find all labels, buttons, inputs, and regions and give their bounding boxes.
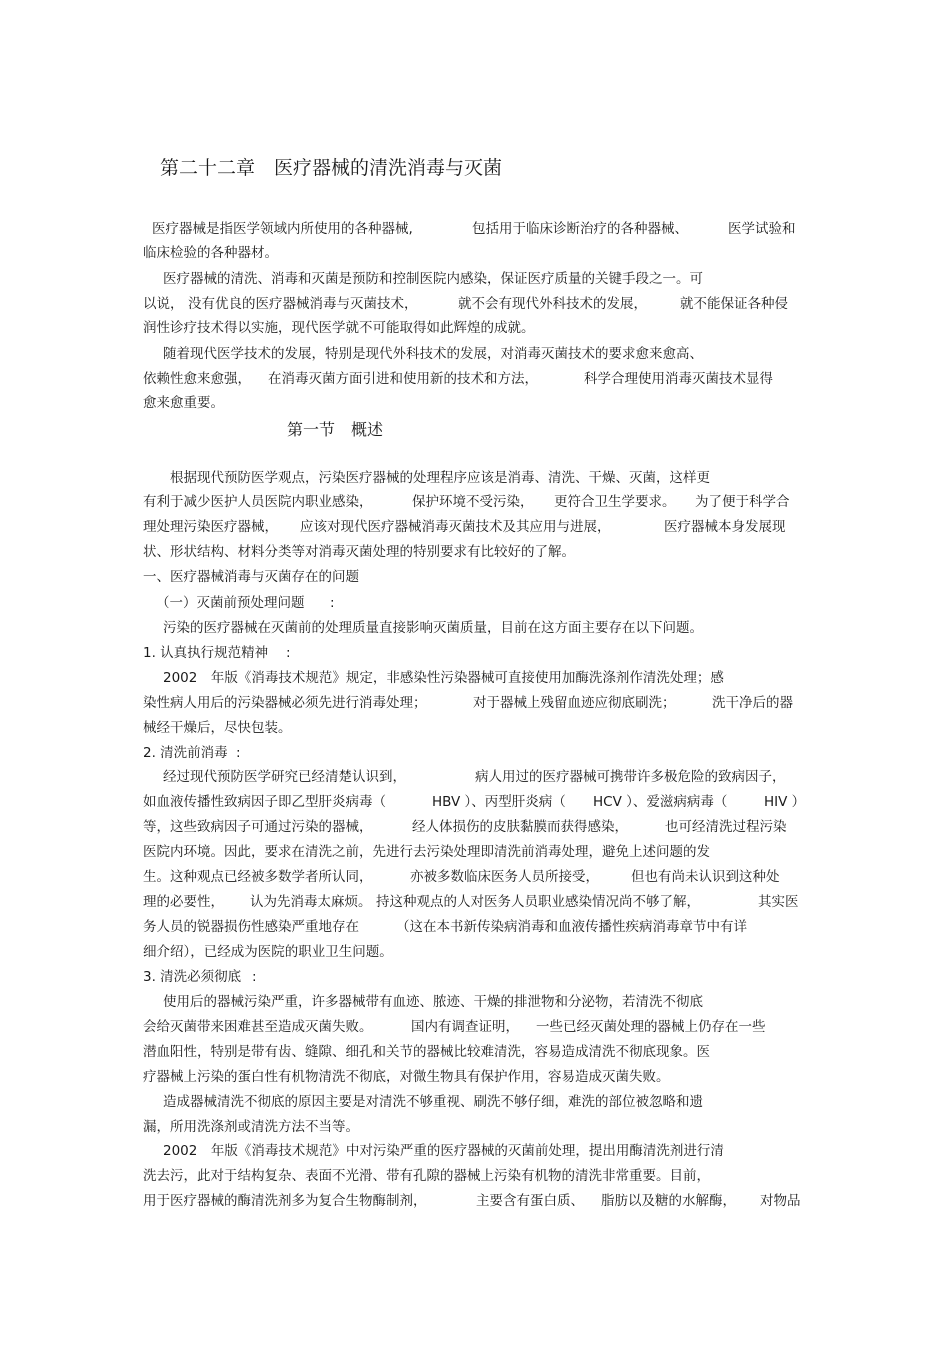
text-line: 经过现代预防医学研究已经清楚认识到， 病人用过的医疗器械可携带许多极危险的致病因子， (163, 769, 786, 785)
text-line: 械经干燥后，尽快包装。 (143, 720, 292, 736)
text-line: 医院内环境。因此，要求在清洗之前，先进行去污染处理即清洗前消毒处理，避免上述问题的发 (143, 844, 710, 860)
text-line: 愈来愈重要。 (143, 395, 224, 411)
heading-level-3: 2. 清洗前消毒 : (143, 745, 241, 761)
text-line: 用于医疗器械的酶清洗剂多为复合生物酶制剂， 主要含有蛋白质、 脂肪以及糖的水解酶， 对物品 (143, 1193, 801, 1209)
text-line: 临床检验的各种器材。 (143, 245, 278, 261)
text-line: 如血液传播性致病因子即乙型肝炎病毒（ HBV ）、丙型肝炎病（ HCV ）、爱滋病病毒（ HIV ） (143, 794, 806, 810)
text-line: 污染的医疗器械在灭菌前的处理质量直接影响灭菌质量，目前在这方面主要存在以下问题。 (163, 620, 703, 636)
heading-level-3: 1. 认真执行规范精神 : (143, 645, 291, 661)
section-title: 第一节 概述 (287, 420, 384, 439)
text-line: 润性诊疗技术得以实施，现代医学就不可能取得如此辉煌的成就。 (143, 320, 535, 336)
text-line: 状、形状结构、材料分类等对消毒灭菌处理的特别要求有比较好的了解。 (143, 544, 575, 560)
text-line: 染性病人用后的污染器械必须先进行消毒处理； 对于器械上残留血迹应彻底刷洗； 洗干净后的器 (143, 695, 793, 711)
text-line: 理处理污染医疗器械， 应该对现代医疗器械消毒灭菌技术及其应用与进展， 医疗器械本身发展现 (143, 519, 786, 535)
text-line: 2002 年版《消毒技术规范》中对污染严重的医疗器械的灭菌前处理，提出用酶清洗剂进行清 (163, 1143, 724, 1159)
heading-level-2: （一）灭菌前预处理问题 : (156, 595, 335, 611)
text-line: 随着现代医学技术的发展，特别是现代外科技术的发展，对消毒灭菌技术的要求愈来愈高、 (163, 346, 703, 362)
text-line: 潜血阳性，特别是带有齿、缝隙、细孔和关节的器械比较难清洗，容易造成清洗不彻底现象。医 (143, 1044, 710, 1060)
text-line: 根据现代预防医学观点，污染医疗器械的处理程序应该是消毒、清洗、干燥、灭菌，这样更 (170, 470, 710, 486)
text-line: 生。这种观点已经被多数学者所认同， 亦被多数临床医务人员所接受， 但也有尚未认识到这种处 (143, 869, 780, 885)
text-line: 2002 年版《消毒技术规范》规定，非感染性污染器械可直接使用加酶洗涤剂作清洗处理；感 (163, 670, 724, 686)
text-line: 有利于减少医护人员医院内职业感染， 保护环境不受污染， 更符合卫生学要求。 为了便于科学合 (143, 494, 790, 510)
text-line: 造成器械清洗不彻底的原因主要是对清洗不够重视、刷洗不够仔细，难洗的部位被忽略和遗 (163, 1094, 703, 1110)
text-line: 会给灭菌带来困难甚至造成灭菌失败。 国内有调查证明， 一些已经灭菌处理的器械上仍存在一些 (143, 1019, 766, 1035)
text-line: 依赖性愈来愈强， 在消毒灭菌方面引进和使用新的技术和方法， 科学合理使用消毒灭菌技术显得 (143, 371, 773, 387)
text-line: 医疗器械是指医学领域内所使用的各种器械, 包括用于临床诊断治疗的各种器械、 医学试验和 (152, 221, 796, 237)
heading-level-1: 一、医疗器械消毒与灭菌存在的问题 (143, 569, 359, 585)
text-line: 疗器械上污染的蛋白性有机物清洗不彻底，对微生物具有保护作用，容易造成灭菌失败。 (143, 1069, 670, 1085)
text-line: 以说， 没有优良的医疗器械消毒与灭菌技术， 就不会有现代外科技术的发展， 就不能保证各种侵 (143, 296, 788, 312)
text-line: 细介绍），已经成为医院的职业卫生问题。 (143, 944, 393, 960)
text-line: 务人员的锐器损伤性感染严重地存在 （这在本书新传染病消毒和血液传播性疾病消毒章节中有详 (143, 919, 747, 935)
text-line: 洗去污，此对于结构复杂、表面不光滑、带有孔隙的器械上污染有机物的清洗非常重要。目前， (143, 1168, 710, 1184)
chapter-title: 第二十二章 医疗器械的清洗消毒与灭菌 (160, 157, 503, 179)
text-line: 漏，所用洗涤剂或清洗方法不当等。 (143, 1119, 359, 1135)
text-line: 理的必要性， 认为先消毒太麻烦。 持这种观点的人对医务人员职业感染情况尚不够了解， 其实医 (143, 894, 799, 910)
text-line: 等，这些致病因子可通过污染的器械， 经人体损伤的皮肤黏膜而获得感染， 也可经清洗过程污染 (143, 819, 787, 835)
heading-level-3: 3. 清洗必须彻底 : (143, 969, 257, 985)
text-line: 使用后的器械污染严重，许多器械带有血迹、脓迹、干燥的排泄物和分泌物，若清洗不彻底 (163, 994, 703, 1010)
text-line: 医疗器械的清洗、消毒和灭菌是预防和控制医院内感染，保证医疗质量的关键手段之一。可 (163, 271, 703, 287)
